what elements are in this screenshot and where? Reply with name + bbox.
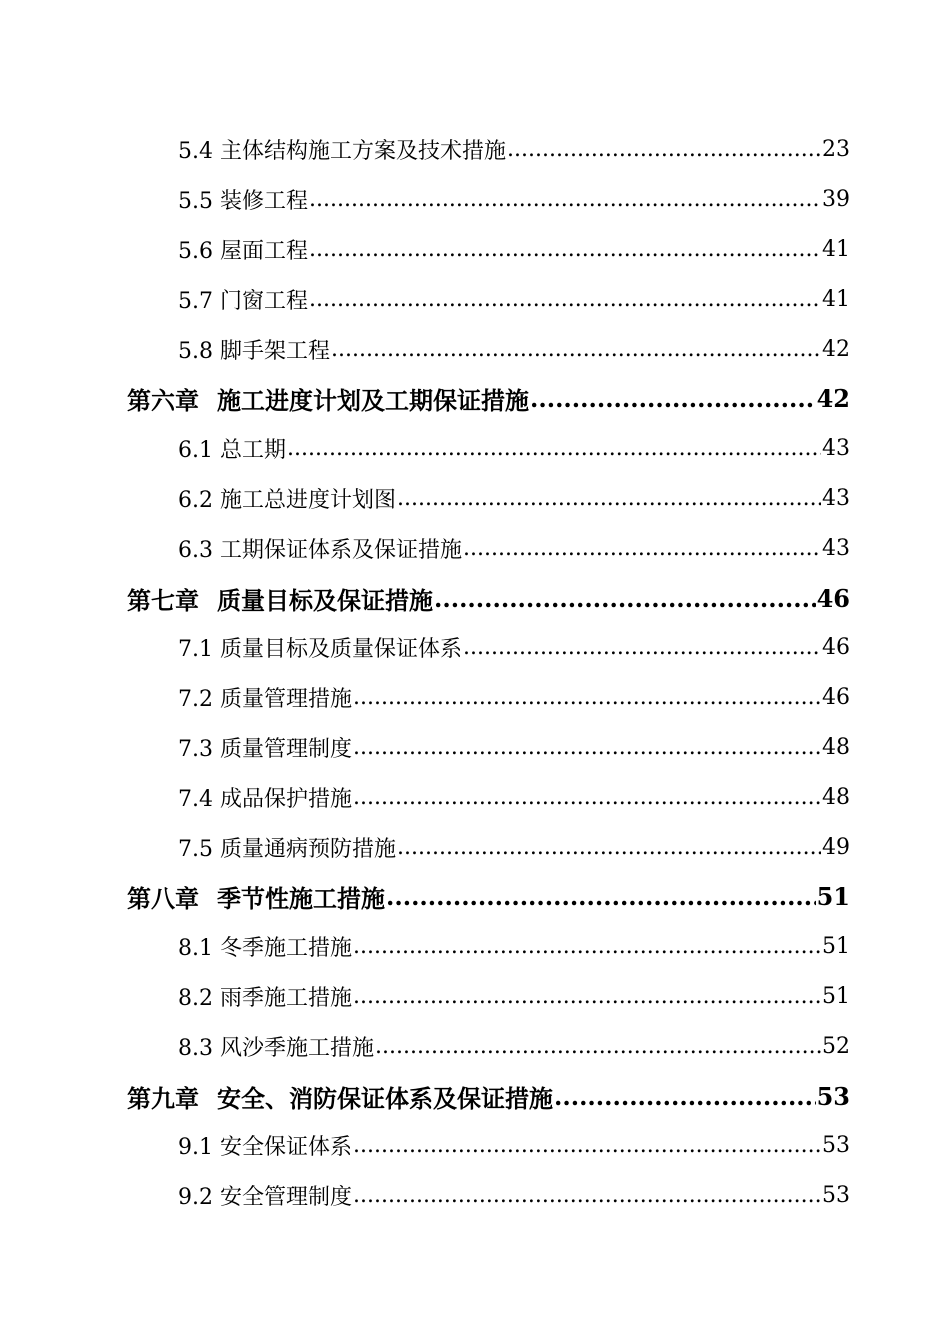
toc-entry-number: 6.2 <box>178 487 213 513</box>
toc-entry-5-5[interactable] <box>0 175 950 225</box>
toc-entry-page: 51 <box>822 934 850 960</box>
toc-leader-dots <box>507 137 821 162</box>
toc-entry-page: 43 <box>822 535 850 561</box>
toc-leader-dots <box>353 984 821 1009</box>
toc-entry-title: 安全保证体系 <box>220 1135 353 1161</box>
toc-entry-title: 门窗工程 <box>220 288 309 314</box>
toc-entry-title: 装修工程 <box>220 189 309 215</box>
toc-entry-number: 9.1 <box>178 1135 213 1161</box>
toc-chapter-title: 安全、消防保证体系及保证措施 <box>217 1083 553 1113</box>
toc-entry-number: 8.3 <box>178 1035 213 1061</box>
toc-entry-7-3[interactable] <box>0 723 950 773</box>
toc-chapter-page: 42 <box>816 384 850 414</box>
toc-entry-page: 46 <box>822 685 850 711</box>
toc-leader-dots <box>309 187 821 212</box>
toc-chapter-8[interactable] <box>0 872 950 922</box>
toc-entry-page: 52 <box>822 1033 850 1059</box>
toc-leader-dots <box>353 1133 821 1158</box>
toc-entry-title: 冬季施工措施 <box>220 936 353 962</box>
toc-entry-6-2[interactable] <box>0 474 950 524</box>
toc-entry-title: 质量管理措施 <box>220 687 353 713</box>
toc-entry-title: 屋面工程 <box>220 238 309 264</box>
toc-entry-number: 5.7 <box>178 288 213 314</box>
toc-entry-title: 风沙季施工措施 <box>220 1035 375 1061</box>
toc-entry-number: 5.6 <box>178 238 213 264</box>
toc-entry-7-2[interactable] <box>0 673 950 723</box>
toc-leader-dots <box>353 934 821 959</box>
toc-entry-page: 23 <box>822 137 850 163</box>
toc-chapter-page: 53 <box>816 1081 850 1111</box>
toc-entry-title: 成品保护措施 <box>220 786 353 812</box>
toc-leader-dots <box>331 337 821 362</box>
toc-entry-number: 7.1 <box>178 637 213 663</box>
toc-entry-title: 总工期 <box>220 438 287 464</box>
toc-entry-page: 43 <box>822 436 850 462</box>
toc-entry-page: 48 <box>822 784 850 810</box>
toc-entry-number: 8.2 <box>178 985 213 1011</box>
toc-entry-number: 7.2 <box>178 687 213 713</box>
toc-entry-title: 主体结构施工方案及技术措施 <box>220 139 507 165</box>
toc-leader-dots <box>434 584 816 613</box>
toc-entry-number: 7.3 <box>178 736 213 762</box>
toc-entry-9-1[interactable] <box>0 1121 950 1171</box>
toc-leader-dots <box>397 486 821 511</box>
toc-leader-dots <box>530 384 816 413</box>
toc-leader-dots <box>375 1034 821 1059</box>
toc-chapter-page: 46 <box>816 583 850 613</box>
toc-entry-number: 6.3 <box>178 537 213 563</box>
toc-leader-dots <box>353 1183 821 1208</box>
toc-entry-title: 质量管理制度 <box>220 736 353 762</box>
toc-chapter-title: 质量目标及保证措施 <box>217 585 433 615</box>
toc-chapter-number: 第九章 <box>127 1083 199 1113</box>
toc-entry-number: 8.1 <box>178 936 213 962</box>
toc-entry-title: 质量通病预防措施 <box>220 836 397 862</box>
toc-entry-page: 41 <box>822 286 850 312</box>
toc-entry-page: 46 <box>822 635 850 661</box>
toc-chapter-9[interactable] <box>0 1071 950 1121</box>
toc-entry-page: 53 <box>822 1133 850 1159</box>
toc-entry-5-7[interactable] <box>0 274 950 324</box>
toc-chapter-page: 51 <box>816 882 850 912</box>
toc-leader-dots <box>397 835 821 860</box>
toc-entry-title: 工期保证体系及保证措施 <box>220 537 463 563</box>
toc-entry-5-4[interactable] <box>0 125 950 175</box>
toc-entry-page: 51 <box>822 983 850 1009</box>
toc-leader-dots <box>309 237 821 262</box>
toc-entry-title: 雨季施工措施 <box>220 985 353 1011</box>
toc-entry-page: 39 <box>822 187 850 213</box>
toc-leader-dots <box>463 536 821 561</box>
toc-entry-8-1[interactable] <box>0 922 950 972</box>
toc-leader-dots <box>353 735 821 760</box>
toc-leader-dots <box>554 1082 816 1111</box>
table-of-contents <box>0 125 950 1221</box>
toc-entry-number: 5.5 <box>178 189 213 215</box>
toc-entry-number: 7.5 <box>178 836 213 862</box>
toc-entry-page: 41 <box>822 236 850 262</box>
toc-entry-page: 43 <box>822 485 850 511</box>
toc-chapter-number: 第六章 <box>127 386 199 416</box>
toc-entry-number: 6.1 <box>178 438 213 464</box>
toc-entry-8-2[interactable] <box>0 972 950 1022</box>
toc-leader-dots <box>353 685 821 710</box>
toc-entry-number: 5.8 <box>178 338 213 364</box>
toc-entry-page: 53 <box>822 1183 850 1209</box>
toc-entry-page: 48 <box>822 734 850 760</box>
toc-chapter-number: 第七章 <box>127 585 199 615</box>
toc-entry-6-3[interactable] <box>0 523 950 573</box>
toc-entry-page: 49 <box>822 834 850 860</box>
toc-entry-8-3[interactable] <box>0 1021 950 1071</box>
toc-entry-title: 安全管理制度 <box>220 1185 353 1211</box>
toc-entry-7-5[interactable] <box>0 822 950 872</box>
toc-entry-7-4[interactable] <box>0 772 950 822</box>
toc-chapter-7[interactable] <box>0 573 950 623</box>
toc-entry-5-6[interactable] <box>0 225 950 275</box>
toc-entry-title: 脚手架工程 <box>220 338 331 364</box>
toc-chapter-6[interactable] <box>0 374 950 424</box>
toc-leader-dots <box>353 785 821 810</box>
toc-chapter-title: 施工进度计划及工期保证措施 <box>217 386 529 416</box>
toc-chapter-title: 季节性施工措施 <box>217 884 385 914</box>
toc-leader-dots <box>386 882 816 911</box>
toc-entry-page: 42 <box>822 336 850 362</box>
toc-entry-title: 施工总进度计划图 <box>220 487 397 513</box>
toc-entry-5-8[interactable] <box>0 324 950 374</box>
toc-entry-9-2[interactable] <box>0 1171 950 1221</box>
toc-entry-6-1[interactable] <box>0 424 950 474</box>
toc-leader-dots <box>287 436 821 461</box>
toc-leader-dots <box>463 635 821 660</box>
toc-entry-number: 7.4 <box>178 786 213 812</box>
toc-entry-number: 5.4 <box>178 139 213 165</box>
toc-leader-dots <box>309 287 821 312</box>
toc-entry-number: 9.2 <box>178 1185 213 1211</box>
toc-chapter-number: 第八章 <box>127 884 199 914</box>
toc-entry-title: 质量目标及质量保证体系 <box>220 637 463 663</box>
toc-entry-7-1[interactable] <box>0 623 950 673</box>
